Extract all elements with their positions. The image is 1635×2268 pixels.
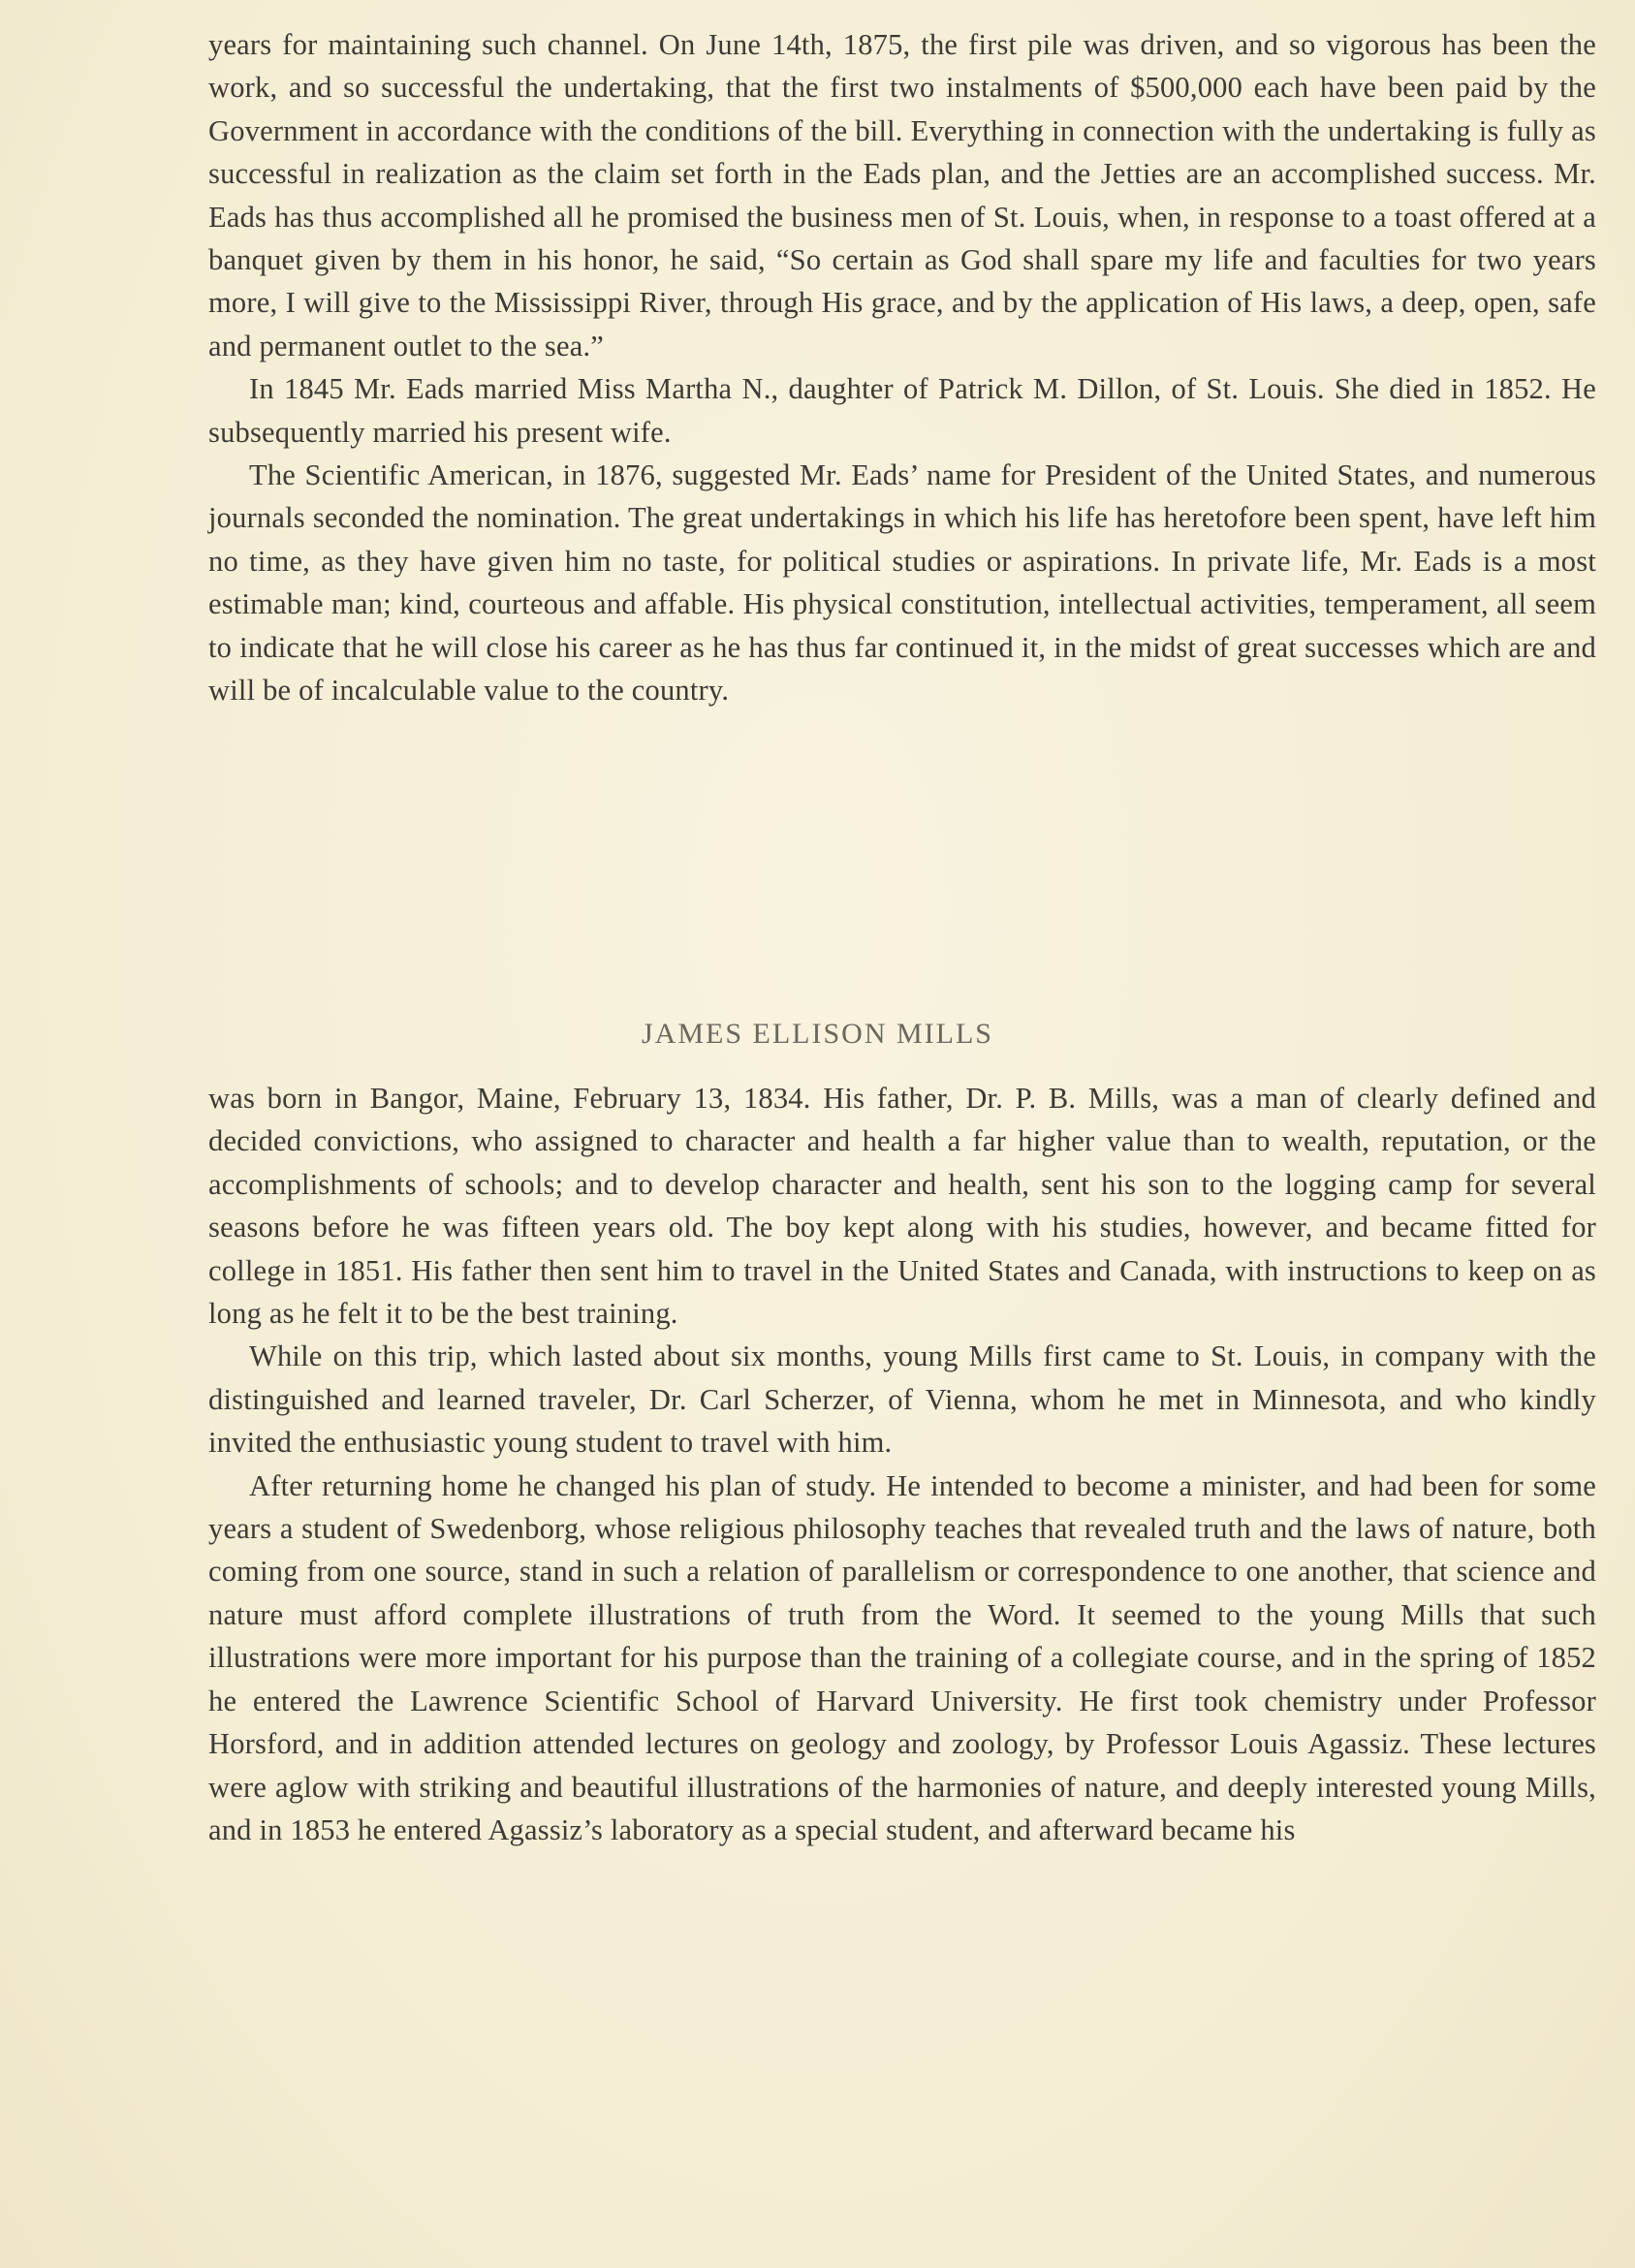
section-heading: JAMES ELLISON MILLS [641, 1018, 993, 1050]
body-paragraph: was born in Bangor, Maine, February 13, 1834. His father, Dr. P. B. Mills, was a man of clearly defined and decided convictions, who assigned to character and health a far higher value than to wealth, reputation, or the accomplishments of schools; and to develop character and health, sent his son to the logging camp for several seasons before he was fifteen years old. The boy kept along with his studies, however, and became fitted for college in 1851. His father then sent him to travel in the United States and Canada, with instructions to keep on as long as he felt it to be the best training. [208, 1082, 1596, 1331]
eads-biography-continuation [208, 23, 1596, 712]
body-paragraph: While on this trip, which lasted about six months, young Mills first came to St. Louis, in company with the distinguished and learned traveler, Dr. Carl Scherzer, of Vienna, whom he met in Minnesota, and who kindly invited the enthusiastic young student to travel with him. [208, 1339, 1596, 1460]
mills-biography [208, 1077, 1596, 1851]
body-paragraph: The Scientific American, in 1876, suggested Mr. Eads’ name for President of the United States, and numerous journals seconded the nomination. The great undertakings in which his life has heretofore been spent, have left him no time, as they have given him no taste, for political studies or aspirations. In private life, Mr. Eads is a most estimable man; kind, courteous and affable. His physical constitution, intellectual activities, temperament, all seem to indicate that he will close his career as he has thus far continued it, in the midst of great successes which are and will be of incalculable value to the country. [208, 458, 1596, 708]
body-paragraph: In 1845 Mr. Eads married Miss Martha N., daughter of Patrick M. Dillon, of St. Louis. She died in 1852. He subsequently married his present wife. [208, 372, 1596, 449]
body-paragraph: After returning home he changed his plan of study. He intended to become a minister, and had been for some years a student of Swedenborg, whose religious philosophy teaches that revealed truth and the laws of nature, both coming from one source, stand in such a relation of parallelism or correspondence to one another, that science and nature must afford complete illustrations of truth from the Word. It seemed to the young Mills that such illustrations were more important for his purpose than the training of a collegiate course, and in the spring of 1852 he entered the Lawrence Scientific School of Harvard University. He first took chemistry under Professor Horsford, and in addition attended lectures on geology and zoology, by Professor Louis Agassiz. These lectures were aglow with striking and beautiful illustrations of the harmonies of nature, and deeply interested young Mills, and in 1853 he entered Agassiz’s laboratory as a special student, and afterward became his [208, 1468, 1596, 1846]
body-paragraph: years for maintaining such channel. On June 14th, 1875, the first pile was driven, and so vigorous has been the work, and so successful the undertaking, that the first two instalments of $500,000 each have been paid by the Government in accordance with the conditions of the bill. Everything in connection with the undertaking is fully as successful in realization as the claim set forth in the Eads plan, and the Jetties are an accomplished success. Mr. Eads has thus accomplished all he promised the business men of St. Louis, when, in response to a toast offered at a banquet given by them in his honor, he said, “So certain as God shall spare my life and faculties for two years more, I will give to the Mississippi River, through His grace, and by the application of His laws, a deep, open, safe and permanent outlet to the sea.” [208, 28, 1596, 362]
